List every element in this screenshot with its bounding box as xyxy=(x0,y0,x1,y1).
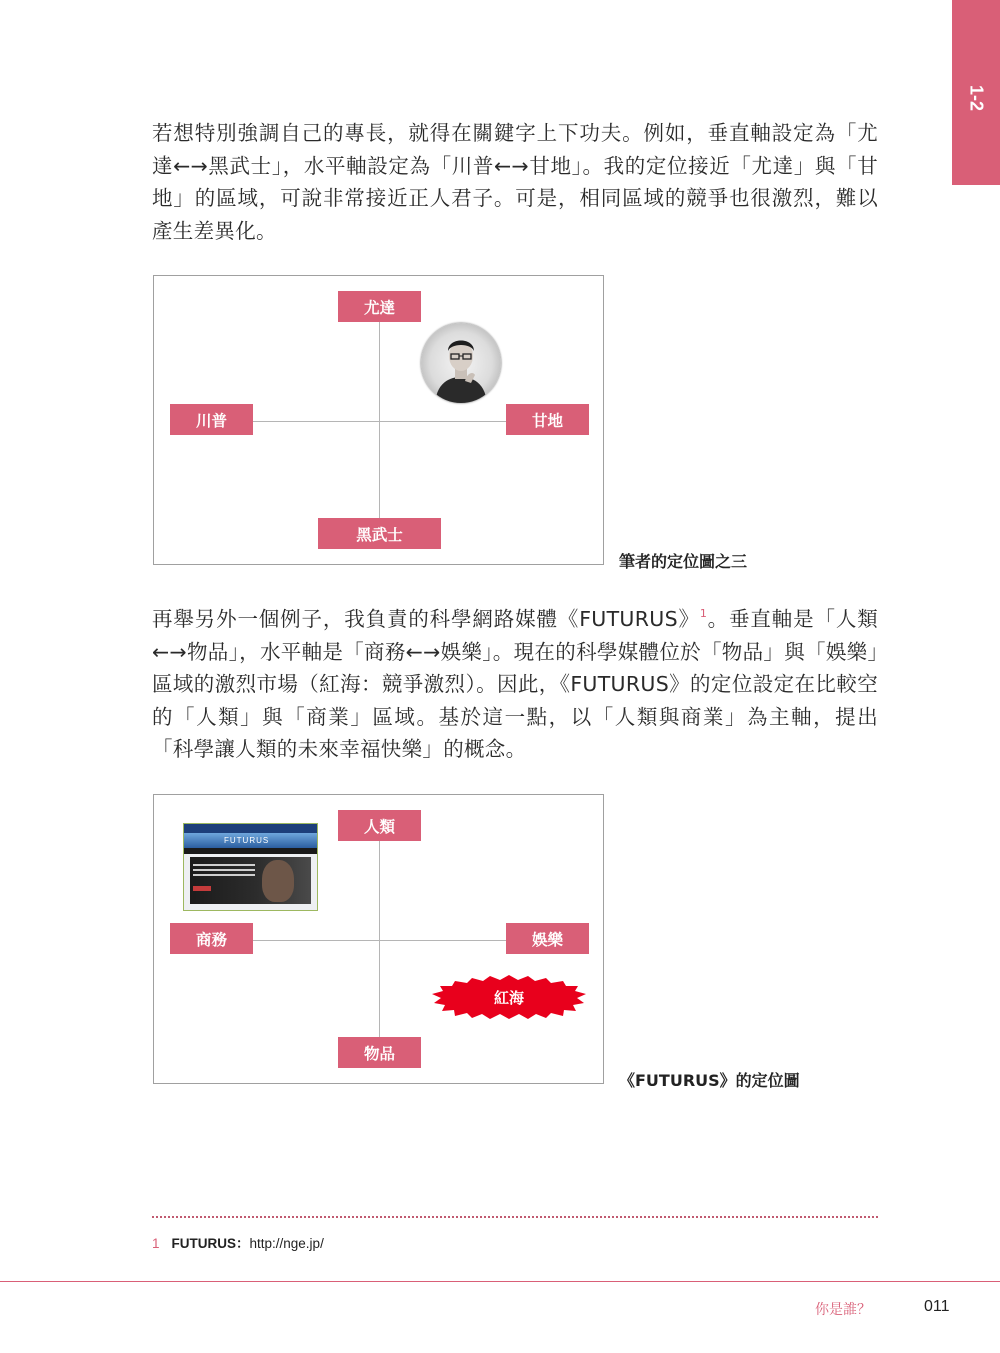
axis-label-bottom: 黑武士 xyxy=(318,518,441,549)
axis-label-right: 甘地 xyxy=(506,404,589,435)
footnote-number: 1 xyxy=(152,1236,160,1251)
body-paragraph-2 xyxy=(152,603,878,766)
axis-label-right: 娛樂 xyxy=(506,923,589,954)
vertical-axis xyxy=(379,304,380,544)
axis-label-top: 尤達 xyxy=(338,291,421,322)
footnote xyxy=(152,1232,324,1252)
red-ocean-burst xyxy=(432,975,586,1019)
axis-label-bottom: 物品 xyxy=(338,1037,421,1068)
thumb-topbar xyxy=(184,824,317,833)
chapter-tab-label: 1-2 xyxy=(966,84,987,112)
futurus-logo: FUTURUS xyxy=(224,836,270,845)
footnote-reference[interactable]: 1 xyxy=(699,607,708,620)
thumb-headline xyxy=(193,864,255,866)
footnote-url[interactable]: http://nge.jp/ xyxy=(249,1236,324,1251)
positioning-map-author xyxy=(153,275,604,565)
figure-caption-2: 《FUTURUS》的定位圖 xyxy=(619,1071,800,1090)
figure-caption-1: 筆者的定位圖之三 xyxy=(619,552,748,571)
futurus-website-screenshot xyxy=(183,823,318,911)
author-portrait xyxy=(421,323,501,403)
paragraph2-text-b: 。垂直軸是「人類←→物品」，水平軸是「商務←→娛樂」。現在的科學媒體位於「物品」與「娛樂」區域的激烈市場（紅海：競爭激烈）。因此，《FUTURUS》的定位設定在比較空的「人類」與「商業」區域。基於這一點，以「人類與商業」為主軸，提出「科學讓人類的未來幸福快樂」的概念。 xyxy=(152,607,879,761)
page-number: 011 xyxy=(924,1298,950,1315)
thumb-button xyxy=(193,886,211,891)
positioning-map-futurus xyxy=(153,794,604,1084)
running-title: 你是誰？ xyxy=(815,1302,871,1318)
axis-label-top: 人類 xyxy=(338,810,421,841)
burst-label: 紅海 xyxy=(493,988,524,1007)
axis-label-left: 川普 xyxy=(170,404,253,435)
thumb-photo xyxy=(262,860,294,902)
footer-divider xyxy=(0,1281,1000,1282)
vertical-axis xyxy=(379,823,380,1063)
axis-label-left: 商務 xyxy=(170,923,253,954)
paragraph2-text-a: 再舉另外一個例子，我負責的科學網路媒體《FUTURUS》 xyxy=(152,607,700,631)
footnote-title: FUTURUS： xyxy=(171,1236,250,1251)
portrait-illustration xyxy=(421,323,501,403)
chapter-tab xyxy=(952,0,1000,185)
footnote-divider xyxy=(152,1216,878,1218)
thumb-nav xyxy=(184,848,317,854)
body-paragraph-1: 若想特別強調自己的專長，就得在關鍵字上下功夫。例如，垂直軸設定為「尤達←→黑武士」，水平軸設定為「川普←→甘地」。我的定位接近「尤達」與「甘地」的區域，可說非常接近正人君子。可是，相同區域的競爭也很激烈，難以產生差異化。 xyxy=(152,121,878,243)
